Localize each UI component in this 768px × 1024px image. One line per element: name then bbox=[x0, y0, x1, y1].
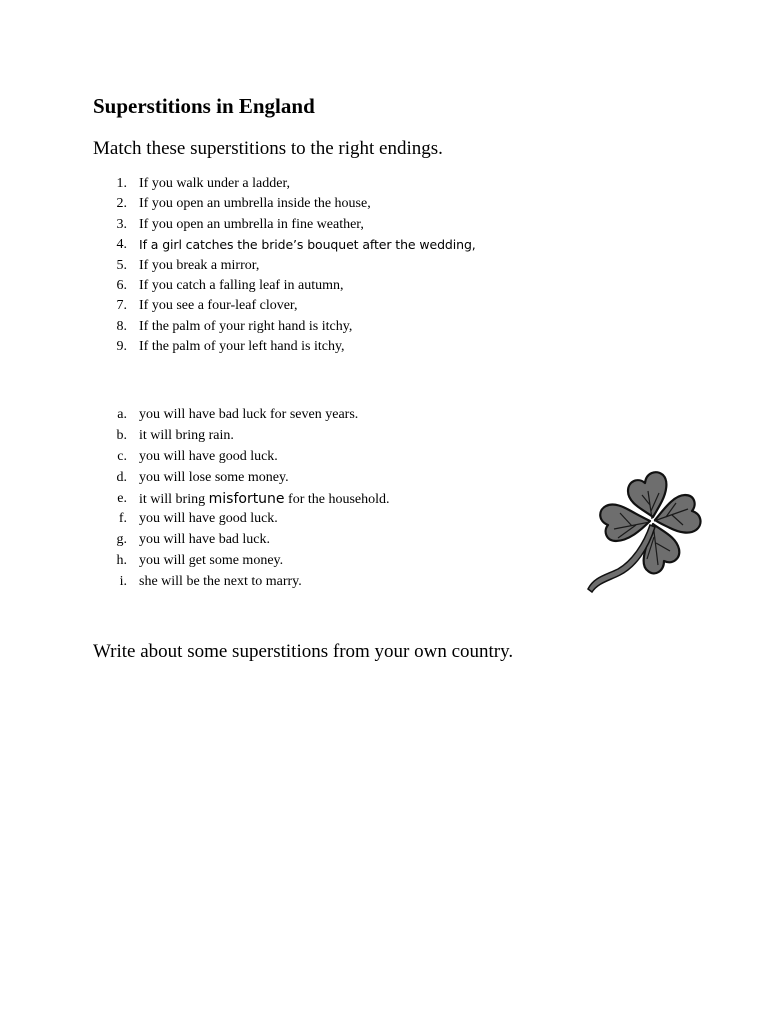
item-text: If you open an umbrella in fine weather, bbox=[139, 216, 364, 232]
item-number: 9. bbox=[116, 339, 127, 355]
item-number: 1. bbox=[116, 176, 127, 191]
item-number: 8. bbox=[116, 318, 127, 334]
item-text-before: it will bring bbox=[139, 491, 209, 507]
item-letter: c. bbox=[117, 448, 127, 464]
item-text: If you see a four-leaf clover, bbox=[139, 298, 298, 314]
list-item bbox=[93, 235, 476, 255]
item-text: If the palm of your right hand is itchy, bbox=[139, 318, 353, 334]
list-item bbox=[93, 509, 390, 530]
list-item bbox=[93, 317, 476, 337]
list-item bbox=[93, 447, 390, 468]
list-item bbox=[93, 551, 390, 572]
four-leaf-clover-icon bbox=[584, 465, 706, 595]
item-letter: d. bbox=[116, 469, 127, 485]
item-text: If you walk under a ladder, bbox=[139, 176, 291, 191]
superstition-endings-list bbox=[93, 405, 390, 593]
superstition-beginnings-list bbox=[93, 174, 476, 358]
item-text: If you break a mirror, bbox=[139, 257, 260, 273]
item-number: 6. bbox=[116, 277, 127, 293]
writing-task: Write about some superstitions from your own country. bbox=[93, 641, 514, 662]
item-text: you will have good luck. bbox=[139, 448, 278, 464]
item-text: If a girl catches the bride’s bouquet after the wedding, bbox=[139, 237, 476, 253]
list-item bbox=[93, 489, 390, 510]
item-text: If you catch a falling leaf in autumn, bbox=[139, 277, 344, 293]
list-item bbox=[93, 337, 476, 357]
list-item bbox=[93, 530, 390, 551]
item-letter: g. bbox=[116, 532, 127, 548]
list-item bbox=[93, 296, 476, 316]
item-letter: a. bbox=[117, 407, 127, 422]
item-letter: e. bbox=[117, 490, 127, 506]
item-number: 3. bbox=[116, 216, 127, 232]
item-text: you will lose some money. bbox=[139, 469, 289, 485]
list-item bbox=[93, 426, 390, 447]
instruction-text: Match these superstitions to the right endings. bbox=[93, 138, 443, 159]
item-text-after: for the household. bbox=[284, 491, 390, 507]
item-number: 2. bbox=[116, 196, 127, 212]
list-item bbox=[93, 276, 476, 296]
item-text: she will be the next to marry. bbox=[139, 574, 302, 590]
item-text: you will get some money. bbox=[139, 553, 284, 569]
list-item bbox=[93, 215, 476, 235]
item-number: 4. bbox=[116, 237, 127, 253]
item-letter: b. bbox=[116, 427, 127, 443]
item-text: If you open an umbrella inside the house, bbox=[139, 196, 371, 212]
item-text: it will bring rain. bbox=[139, 427, 234, 443]
item-text: you will have good luck. bbox=[139, 511, 278, 527]
list-item bbox=[93, 194, 476, 214]
item-number: 5. bbox=[116, 257, 127, 273]
list-item bbox=[93, 468, 390, 489]
item-number: 7. bbox=[116, 298, 127, 314]
item-letter: h. bbox=[116, 553, 127, 569]
page-title: Superstitions in England bbox=[93, 94, 315, 118]
clover-leaf bbox=[628, 472, 666, 517]
item-letter: f. bbox=[118, 511, 127, 527]
item-text: you will have bad luck. bbox=[139, 532, 271, 548]
item-letter: i. bbox=[119, 574, 127, 590]
item-text-word: misfortune bbox=[208, 490, 285, 507]
list-item bbox=[93, 572, 390, 593]
list-item bbox=[93, 256, 476, 276]
item-text: you will have bad luck for seven years. bbox=[139, 407, 359, 422]
list-item bbox=[93, 174, 476, 194]
item-text: If the palm of your left hand is itchy, bbox=[139, 339, 345, 355]
list-item bbox=[93, 405, 390, 426]
